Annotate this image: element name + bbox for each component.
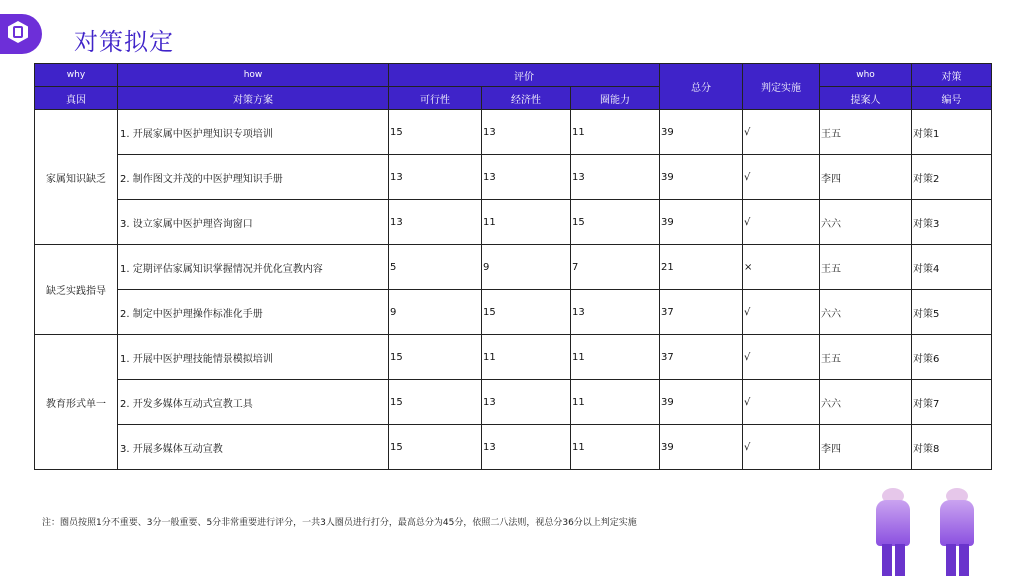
footnote: 注：圈员按照1分不重要、3分一般重要、5分非常重要进行评分，一共3人圈员进行打分，最高总分为45分，依照二八法则，视总分36分以上判定实施: [42, 518, 637, 528]
plan-cell: 3. 设立家属中医护理咨询窗口: [118, 200, 389, 245]
total-cell: 39: [660, 425, 743, 470]
table-row: [35, 425, 992, 470]
plan-cell: 1. 开展家属中医护理知识专项培训: [118, 110, 389, 155]
proposer-cell: 六六: [820, 290, 912, 335]
number-cell: 对策1: [912, 110, 992, 155]
header-capability: 圈能力: [571, 87, 660, 110]
header-cause: 真因: [35, 87, 118, 110]
plan-cell: 1. 开展中医护理技能情景模拟培训: [118, 335, 389, 380]
decide-cell: √: [743, 110, 820, 155]
total-cell: 37: [660, 290, 743, 335]
total-cell: 39: [660, 155, 743, 200]
table-row: [35, 155, 992, 200]
cause-cell: 家属知识缺乏: [35, 110, 118, 245]
economy-cell: 15: [482, 290, 571, 335]
number-cell: 对策6: [912, 335, 992, 380]
table-row: [35, 335, 992, 380]
table-row: [35, 245, 992, 290]
header-feasible: 可行性: [389, 87, 482, 110]
feasible-cell: 13: [389, 200, 482, 245]
economy-cell: 11: [482, 200, 571, 245]
number-cell: 对策4: [912, 245, 992, 290]
number-cell: 对策3: [912, 200, 992, 245]
cause-cell: 缺乏实践指导: [35, 245, 118, 335]
header-decide: 判定实施: [743, 64, 820, 110]
decide-cell: √: [743, 380, 820, 425]
feasible-cell: 15: [389, 335, 482, 380]
cause-cell: 教育形式单一: [35, 335, 118, 470]
decide-cell: √: [743, 425, 820, 470]
proposer-cell: 六六: [820, 380, 912, 425]
economy-cell: 11: [482, 335, 571, 380]
feasible-cell: 15: [389, 110, 482, 155]
economy-cell: 13: [482, 155, 571, 200]
measures-table: [34, 63, 992, 470]
page-title: 对策拟定: [74, 28, 174, 56]
plan-cell: 2. 制作图文并茂的中医护理知识手册: [118, 155, 389, 200]
proposer-cell: 王五: [820, 245, 912, 290]
capability-cell: 15: [571, 200, 660, 245]
economy-cell: 13: [482, 380, 571, 425]
header-how: how: [118, 64, 389, 87]
proposer-cell: 王五: [820, 335, 912, 380]
decide-cell: √: [743, 290, 820, 335]
capability-cell: 11: [571, 425, 660, 470]
header-why: why: [35, 64, 118, 87]
feasible-cell: 15: [389, 380, 482, 425]
decide-cell: √: [743, 335, 820, 380]
header-row-2: [35, 87, 992, 110]
capability-cell: 11: [571, 110, 660, 155]
economy-cell: 13: [482, 425, 571, 470]
total-cell: 39: [660, 200, 743, 245]
capability-cell: 13: [571, 290, 660, 335]
header-row-1: [35, 64, 992, 87]
table-row: [35, 200, 992, 245]
economy-cell: 13: [482, 110, 571, 155]
number-cell: 对策8: [912, 425, 992, 470]
header-measure: 对策: [912, 64, 992, 87]
header-evaluation: 评价: [389, 64, 660, 87]
total-cell: 39: [660, 110, 743, 155]
number-cell: 对策7: [912, 380, 992, 425]
capability-cell: 11: [571, 380, 660, 425]
table-row: [35, 110, 992, 155]
header-plan: 对策方案: [118, 87, 389, 110]
feasible-cell: 15: [389, 425, 482, 470]
header-total: 总分: [660, 64, 743, 110]
capability-cell: 7: [571, 245, 660, 290]
feasible-cell: 9: [389, 290, 482, 335]
plan-cell: 3. 开展多媒体互动宣教: [118, 425, 389, 470]
header-proposer: 提案人: [820, 87, 912, 110]
header-economy: 经济性: [482, 87, 571, 110]
plan-cell: 2. 制定中医护理操作标准化手册: [118, 290, 389, 335]
number-cell: 对策5: [912, 290, 992, 335]
total-cell: 37: [660, 335, 743, 380]
proposer-cell: 李四: [820, 155, 912, 200]
plan-cell: 2. 开发多媒体互动式宣教工具: [118, 380, 389, 425]
economy-cell: 9: [482, 245, 571, 290]
feasible-cell: 13: [389, 155, 482, 200]
header-who: who: [820, 64, 912, 87]
decide-cell: √: [743, 200, 820, 245]
header-number: 编号: [912, 87, 992, 110]
proposer-cell: 李四: [820, 425, 912, 470]
proposer-cell: 王五: [820, 110, 912, 155]
logo-icon: [8, 21, 28, 43]
decide-cell: ×: [743, 245, 820, 290]
table-row: [35, 290, 992, 335]
plan-cell: 1. 定期评估家属知识掌握情况并优化宣教内容: [118, 245, 389, 290]
measures-table-container: [34, 63, 991, 470]
feasible-cell: 5: [389, 245, 482, 290]
capability-cell: 13: [571, 155, 660, 200]
total-cell: 39: [660, 380, 743, 425]
number-cell: 对策2: [912, 155, 992, 200]
table-row: [35, 380, 992, 425]
decide-cell: √: [743, 155, 820, 200]
logo-badge: [0, 14, 42, 54]
capability-cell: 11: [571, 335, 660, 380]
total-cell: 21: [660, 245, 743, 290]
proposer-cell: 六六: [820, 200, 912, 245]
